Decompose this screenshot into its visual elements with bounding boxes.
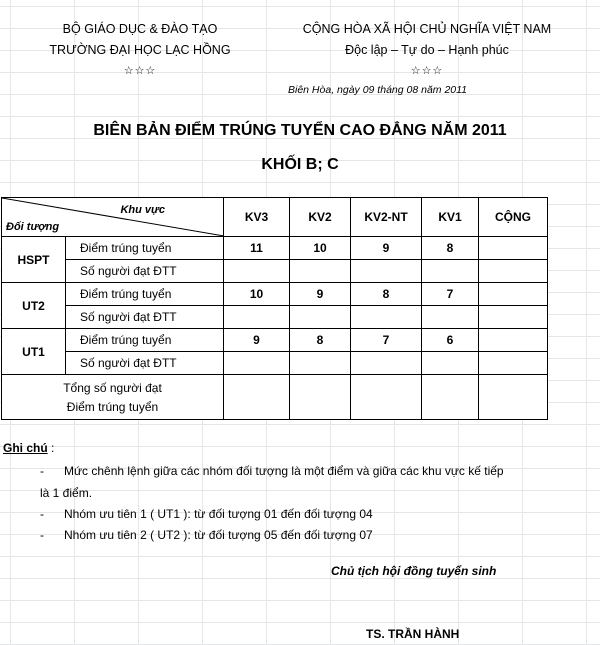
column-header: KV2	[290, 198, 351, 237]
count-cell	[224, 260, 290, 283]
note-bullet: -	[40, 528, 44, 542]
total-cell	[422, 375, 479, 420]
score-cell: 8	[290, 329, 351, 352]
document-title: BIÊN BẢN ĐIỂM TRÚNG TUYỂN CAO ĐẲNG NĂM 2011	[93, 122, 507, 139]
table-header-row	[2, 198, 548, 237]
group-label: UT2	[2, 283, 66, 329]
table-total-row	[2, 375, 548, 420]
table-row	[2, 260, 548, 283]
criterion-label: Điểm trúng tuyển	[66, 283, 224, 306]
column-header: KV1	[422, 198, 479, 237]
count-cell	[479, 306, 548, 329]
count-cell	[290, 352, 351, 375]
count-cell	[422, 306, 479, 329]
score-cell	[479, 237, 548, 260]
notes-heading: Ghi chú	[3, 441, 48, 455]
count-cell	[479, 352, 548, 375]
note-bullet: -	[40, 507, 44, 521]
note-item-1-line-2: là 1 điểm.	[40, 486, 93, 500]
right-stars-ornament: ☆☆☆	[410, 65, 444, 77]
score-table	[1, 197, 548, 420]
total-label-line2: Điểm trúng tuyển	[66, 399, 159, 414]
criterion-label: Số người đạt ĐTT	[66, 352, 224, 375]
score-cell	[479, 329, 548, 352]
criterion-label: Điểm trúng tuyển	[66, 237, 224, 260]
score-cell: 8	[422, 237, 479, 260]
score-cell: 10	[224, 283, 290, 306]
table-row	[2, 306, 548, 329]
group-label: HSPT	[2, 237, 66, 283]
ministry-name: BỘ GIÁO DỤC & ĐÀO TẠO	[62, 22, 218, 36]
table-row	[2, 237, 548, 260]
group-label: UT1	[2, 329, 66, 375]
criterion-label: Số người đạt ĐTT	[66, 260, 224, 283]
note-item-3: Nhóm ưu tiên 2 ( UT2 ): từ đối tượng 05 đến đối tượng 07	[64, 528, 373, 542]
count-cell	[479, 260, 548, 283]
group-axis-label: Đối tượng	[6, 221, 60, 233]
table-row	[2, 352, 548, 375]
column-header: CỘNG	[479, 198, 548, 237]
table-row	[2, 283, 548, 306]
place-and-date: Biên Hòa, ngày 09 tháng 08 năm 2011	[288, 84, 468, 96]
count-cell	[224, 352, 290, 375]
note-item-2: Nhóm ưu tiên 1 ( UT1 ): từ đối tượng 01 đến đối tượng 04	[64, 507, 373, 521]
count-cell	[351, 352, 422, 375]
total-label-line1: Tổng số người đạt	[63, 380, 162, 395]
note-bullet: -	[40, 464, 44, 478]
score-cell: 11	[224, 237, 290, 260]
total-cell	[290, 375, 351, 420]
count-cell	[290, 306, 351, 329]
signature-role: Chủ tịch hội đồng tuyển sinh	[331, 564, 497, 578]
score-cell: 9	[351, 237, 422, 260]
score-cell: 10	[290, 237, 351, 260]
document-subtitle: KHỐI B; C	[261, 156, 339, 173]
table-row	[2, 329, 548, 352]
count-cell	[422, 260, 479, 283]
score-cell: 6	[422, 329, 479, 352]
diagonal-header-cell	[2, 198, 224, 237]
column-header: KV2-NT	[351, 198, 422, 237]
criterion-label: Điểm trúng tuyển	[66, 329, 224, 352]
count-cell	[422, 352, 479, 375]
score-cell: 9	[224, 329, 290, 352]
left-stars-ornament: ☆☆☆	[123, 65, 157, 77]
criterion-label: Số người đạt ĐTT	[66, 306, 224, 329]
score-cell: 7	[422, 283, 479, 306]
total-label	[2, 375, 224, 420]
count-cell	[224, 306, 290, 329]
total-cell	[479, 375, 548, 420]
region-axis-label: Khu vực	[120, 204, 165, 216]
score-cell	[479, 283, 548, 306]
count-cell	[351, 260, 422, 283]
notes-heading-line	[3, 441, 54, 455]
total-cell	[351, 375, 422, 420]
notes-colon: :	[47, 441, 55, 455]
total-cell	[224, 375, 290, 420]
note-item-1-line-1: Mức chênh lệnh giữa các nhóm đối tượng là một điểm và giữa các khu vực kế tiếp	[64, 464, 504, 478]
count-cell	[351, 306, 422, 329]
score-cell: 7	[351, 329, 422, 352]
score-cell: 9	[290, 283, 351, 306]
signature-name: TS. TRẦN HÀNH	[366, 627, 460, 641]
university-name: TRƯỜNG ĐẠI HỌC LẠC HỒNG	[49, 43, 231, 57]
score-cell: 8	[351, 283, 422, 306]
column-header: KV3	[224, 198, 290, 237]
national-motto: Độc lập – Tự do – Hạnh phúc	[345, 43, 509, 57]
count-cell	[290, 260, 351, 283]
country-name: CỘNG HÒA XÃ HỘI CHỦ NGHĨA VIỆT NAM	[302, 22, 552, 36]
